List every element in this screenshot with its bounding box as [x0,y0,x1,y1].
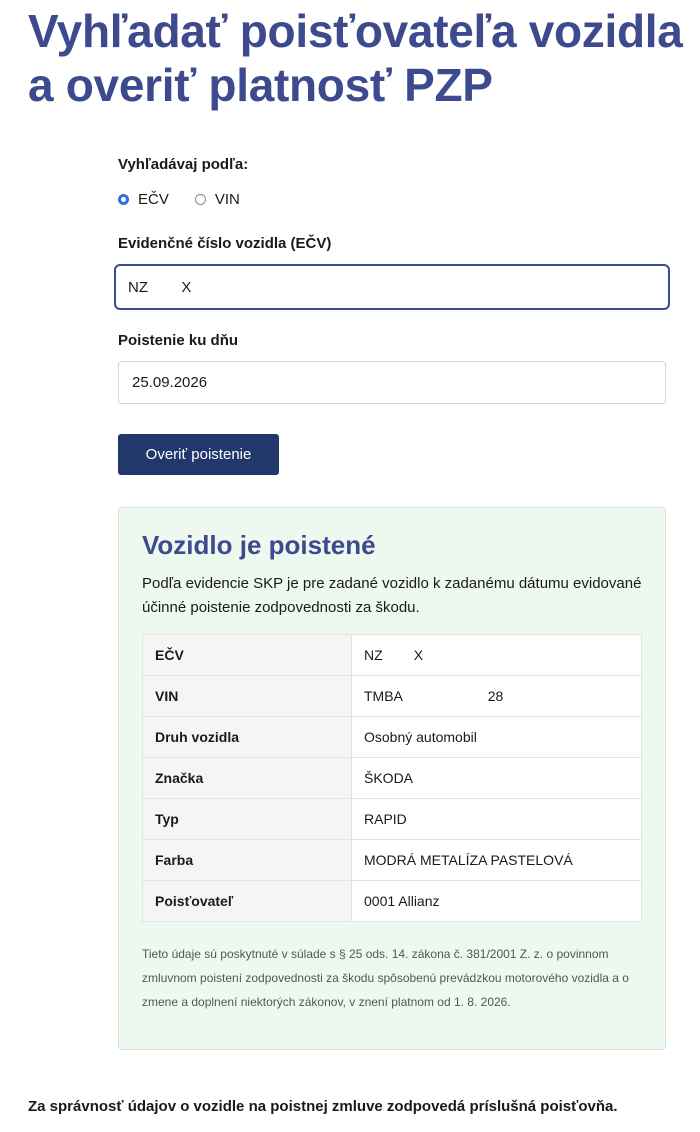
row-value: Osobný automobil [352,717,642,758]
radio-label-vin: VIN [214,190,240,208]
search-form [118,156,666,475]
search-by-radio-group [118,189,666,209]
row-value: MODRÁ METALÍZA PASTELOVÁ [352,840,642,881]
row-key: EČV [143,635,352,676]
result-panel [118,507,666,1050]
row-value: 0001 Allianz [352,881,642,922]
legal-note: Tieto údaje sú poskytnuté v súlade s § 25 ods. 14. zákona č. 381/2001 Z. z. o povinnom zmluvnom poistení zodpovednosti za škodu spôsobenú prevádzkou motorového vozidla a o zmene a doplnení niektorých zákonov, v znení platnom od 1. 8. 2026. [142,947,629,1009]
page-title: Vyhľadať poisťovateľa vozidla a overiť platnosť PZP [28,5,683,111]
verify-insurance-button[interactable]: Overiť poistenie [118,434,279,475]
footer-note: Za správnosť údajov o vozidle na poistnej zmluve zodpovedá príslušná poisťovňa. [28,1098,618,1115]
row-key: Typ [143,799,352,840]
ecv-input[interactable] [114,264,670,310]
row-value: NZ X [352,635,642,676]
result-description: Podľa evidencie SKP je pre zadané vozidlo k zadanému dátumu evidované účinné poistenie zodpovednosti za škodu. [142,575,642,616]
table-row [143,799,642,840]
table-row [143,881,642,922]
row-key: VIN [143,676,352,717]
radio-option-ecv[interactable] [118,191,169,208]
ecv-field-label: Evidenčné číslo vozidla (EČV) [118,235,332,252]
table-row [143,717,642,758]
date-field-label: Poistenie ku dňu [118,332,239,349]
radio-unchecked-icon[interactable] [195,194,206,205]
row-value: TMBA 28 [352,676,642,717]
radio-checked-icon[interactable] [118,194,129,205]
table-row [143,840,642,881]
date-input[interactable] [118,361,666,404]
table-row [143,758,642,799]
vehicle-details-table [142,634,642,922]
row-key: Druh vozidla [143,717,352,758]
date-input-value: 25.09.2026 [132,374,208,391]
row-key: Poisťovateľ [143,881,352,922]
row-key: Farba [143,840,352,881]
radio-option-vin[interactable] [195,191,240,208]
search-by-label: Vyhľadávaj podľa: [118,156,249,173]
radio-label-ecv: EČV [138,190,169,208]
result-title: Vozidlo je poistené [142,530,376,560]
table-row [143,676,642,717]
row-value: ŠKODA [352,758,642,799]
row-key: Značka [143,758,352,799]
table-row [143,635,642,676]
ecv-input-value: NZ X [128,278,192,296]
row-value: RAPID [352,799,642,840]
